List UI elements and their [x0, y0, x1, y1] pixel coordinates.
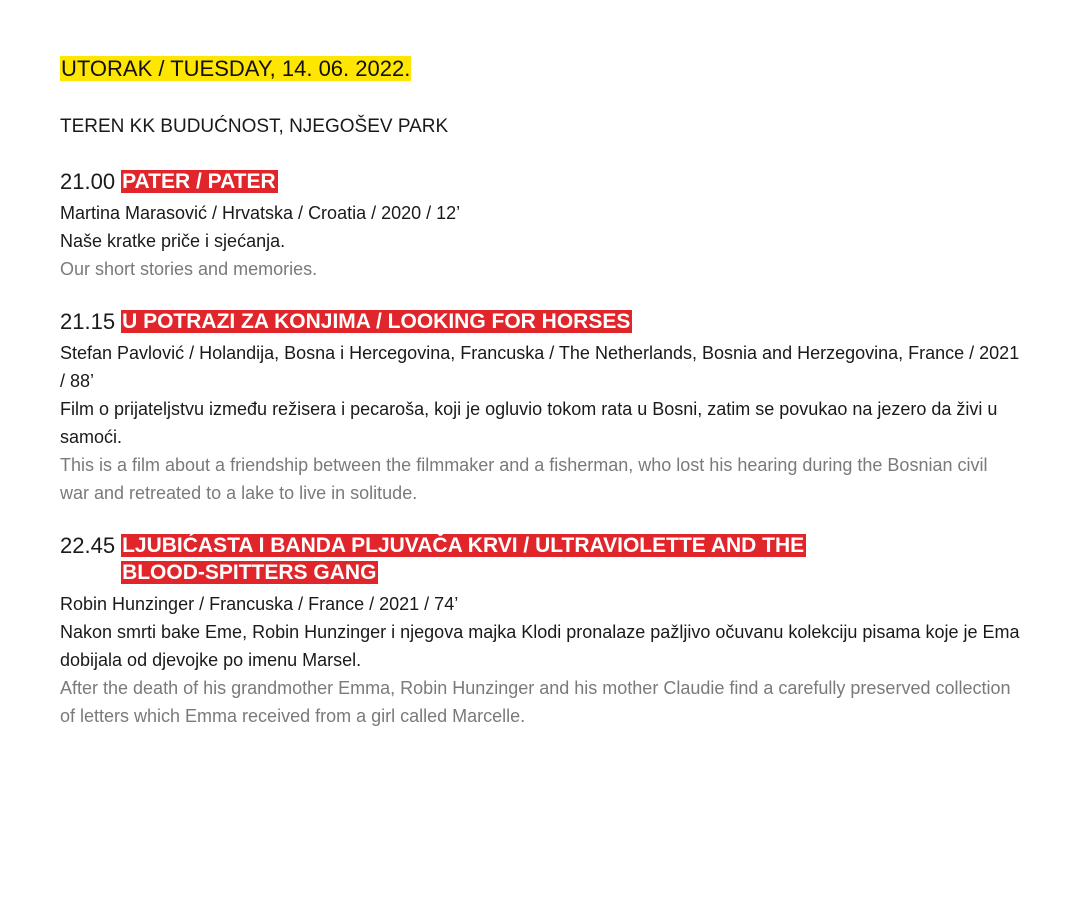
film-description-english: This is a film about a friendship between the filmmaker and a fisherman, who lost his hearing during the Bosnian civil war and retreated to a lake to live in solitude. — [60, 455, 988, 503]
film-title-text: LJUBIĆASTA I BANDA PLJUVAČA KRVI / ULTRAVIOLETTE AND THE BLOOD-SPITTERS GANG — [122, 534, 805, 584]
film-meta: Stefan Pavlović / Holandija, Bosna i Hercegovina, Francuska / The Netherlands, Bosnia and Herzegovina, France / 2021 / 88’ — [60, 343, 1020, 391]
film-title — [121, 308, 632, 335]
screening-title-row — [60, 308, 1020, 335]
screening-entry — [60, 308, 1020, 507]
screening-title-row — [60, 168, 1020, 195]
film-description-english: After the death of his grandmother Emma, Robin Hunzinger and his mother Claudie find a carefully preserved collection of letters which Emma received from a girl called Marcelle. — [60, 678, 1011, 726]
film-description-local: Film o prijateljstvu između režisera i pecaroša, koji je ogluvio tokom rata u Bosni, zatim se povukao na jezero da živi u samoći. — [60, 399, 998, 447]
film-title-text: U POTRAZI ZA KONJIMA / LOOKING FOR HORSES — [122, 310, 631, 333]
screening-time: 22.45 — [60, 533, 116, 558]
date-heading — [60, 55, 411, 83]
screening-time: 21.15 — [60, 309, 116, 334]
film-title — [121, 168, 278, 195]
screening-time: 21.00 — [60, 169, 116, 194]
film-meta: Robin Hunzinger / Francuska / France / 2021 / 74’ — [60, 594, 459, 614]
film-description-local: Nakon smrti bake Eme, Robin Hunzinger i njegova majka Klodi pronalaze pažljivo očuvanu kolekciju pisama koje je Ema dobijala od djevojke po imenu Marsel. — [60, 622, 1020, 670]
screening-title-row — [60, 532, 1020, 586]
screening-entry — [60, 168, 1020, 283]
screening-entry — [60, 532, 1020, 730]
film-meta: Martina Marasović / Hrvatska / Croatia / 2020 / 12’ — [60, 203, 461, 223]
film-title-text: PATER / PATER — [122, 170, 276, 193]
date-highlight: UTORAK / TUESDAY, 14. 06. 2022. — [61, 56, 411, 81]
film-title — [121, 532, 861, 586]
film-description-local: Naše kratke priče i sjećanja. — [60, 231, 286, 251]
film-description-english: Our short stories and memories. — [60, 259, 318, 279]
venue-name: TEREN KK BUDUĆNOST, NJEGOŠEV PARK — [60, 116, 449, 137]
